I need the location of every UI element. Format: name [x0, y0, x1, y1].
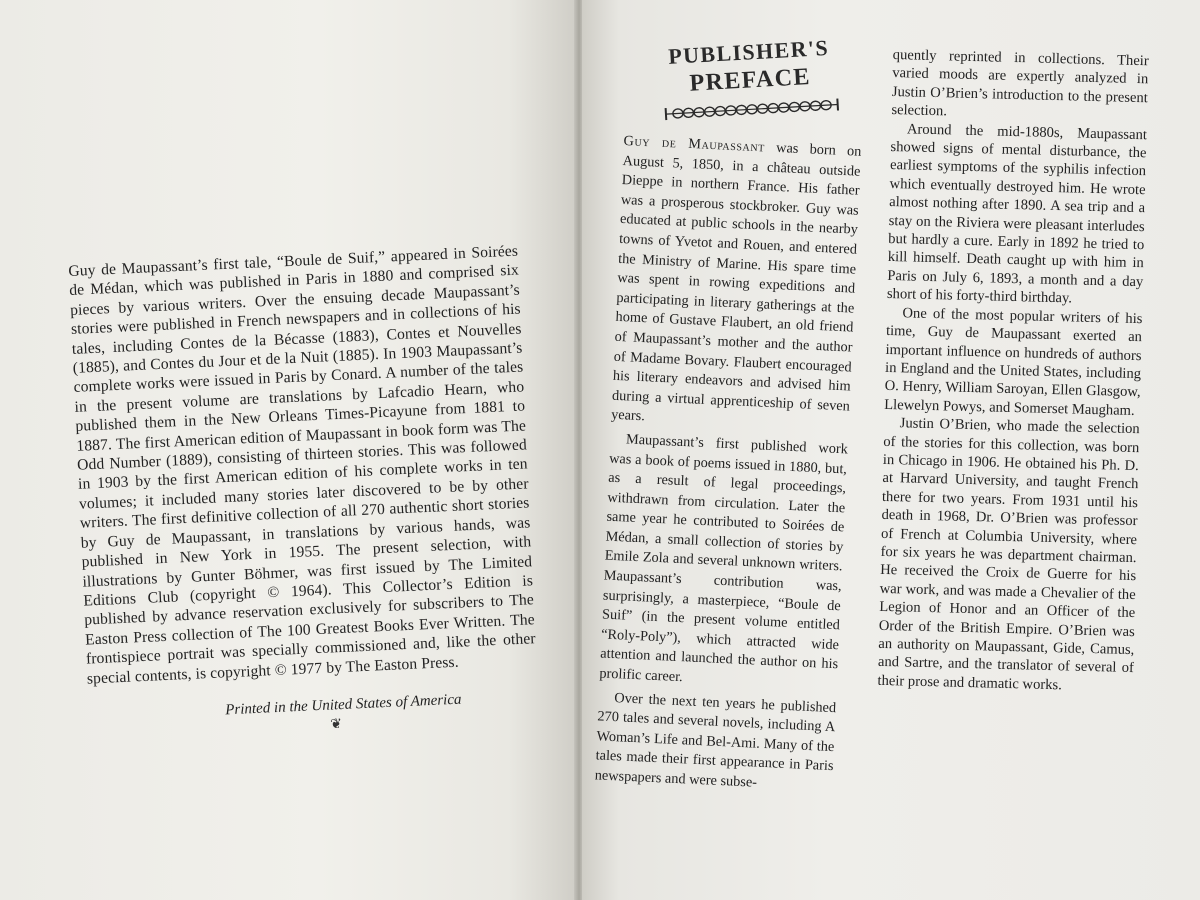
copyright-block	[68, 242, 539, 745]
preface-column-middle	[594, 132, 861, 797]
preface-column-right	[877, 46, 1149, 696]
printed-in-line: Printed in the United States of America	[224, 691, 462, 719]
preface-paragraph: Around the mid-1880s, Maupassant showed signs of mental disturbance, the earliest symptoms of the syphilis infection which eventually destroyed him. He wrote almost nothing after 1890. A sea trip and a stay on the Riviera were pleasant interludes but hardly a cure. Early in 1892 he tried to kill himself. Death caught up with him in Paris on July 6, 1893, a month and a day short of his forty-third birthday.	[886, 120, 1148, 307]
author-name-lead: Guy de Maupassant	[623, 132, 766, 156]
preface-paragraph: One of the most popular writers of his time, Guy de Maupassant exerted an important influence on hundreds of authors in England and the United States, including O. Henry, William Saroyan, Ellen Glasgow, Llewelyn Powys, and Somerset Maugham.	[884, 305, 1143, 419]
preface-paragraph	[611, 132, 862, 436]
preface-paragraph: Justin O’Brien, who made the selection of the stories for this collection, was born in Chicago in 1906. He obtained his Ph. D. at Harvard University, and taught French there for two years. From 1931 until his death in 1968, Dr. O’Brien was professor of French at Columbia University, where for six years he was department chairman. He received the Croix de Guerre for his war work, and was made a Chevalier of the Legion of Honor and an Officer of the Order of the British Empire. O’Brien was an authority on Maupassant, Gide, Camus, and Sartre, and the translator of several of their prose and dramatic works.	[877, 415, 1140, 694]
preface-title	[648, 33, 852, 124]
title-line-preface: PREFACE	[688, 63, 812, 97]
preface-paragraph: Maupassant’s first published work was a book of poems issued in 1880, but, as a result of legal proceedings, withdrawn from circulation. Later the same year he contributed to Soirées de Médan, a small collection of stories by Emile Zola and several unknown writers. Maupassant’s contribution was, surprisingly, a masterpiece, “Boule de Suif” (in the present volume entitled “Roly-Poly”), which attracted wide attention and launched the author on his prolific career.	[599, 431, 849, 686]
leaf-ornament-icon: ❦	[330, 716, 343, 733]
copyright-paragraph: Guy de Maupassant’s first tale, “Boule de Suif,” appeared in Soirées de Médan, which was published in Paris in 1880 and comprised six pieces by various writers. Over the ensuing decade Maupassant’s stories were published in French newspapers and in collections of his tales, including Contes de la Bécasse (1883), Contes et Nouvelles (1885), and Contes du Jour et de la Nuit (1885). In 1903 Maupassant’s complete works were issued in Paris by Conard. A number of the tales in the present volume are translations by Lafcadio Hearn, who published them in the New Orleans Times-Picayune from 1881 to 1887. The first American edition of Maupassant in book form was The Odd Number (1889), consisting of thirteen stories. This was followed in 1903 by the first American edition of his complete works in ten volumes; it included many stories later discovered to be by other writers. The first definitive collection of all 270 authentic short stories by Guy de Maupassant, in translations by various hands, was published in New York in 1955. The present selection, with illustrations by Gunter Böhmer, was first issued by The Limited Editions Club (copyright © 1964). This Collector’s Edition is published by advance reservation exclusively for subscribers to The Easton Press collection of The 100 Greatest Books Ever Written. The frontispiece portrait was specially commissioned and, like the other special contents, is copyright © 1977 by The Easton Press.	[68, 242, 536, 688]
preface-paragraph: quently reprinted in collections. Their varied moods are expertly analyzed in Justin O’Brien’s introduction to the present selection.	[891, 46, 1149, 120]
paragraph-text: was born on August 5, 1850, in a château outside Dieppe in northern France. His father was a prosperous stockbroker. Guy was educated at public schools in the nearby towns of Yvetot and Rouen, and entered the Ministry of Marine. His spare time was spent in rowing expeditions and participating in literary gatherings at the home of Gustave Flaubert, an old friend of Maupassant’s mother and the author of Madame Bovary. Flaubert encouraged his literary endeavors and advised him during a virtual apprenticeship of seven years.	[610, 139, 862, 425]
title-line-publishers: PUBLISHER'S	[667, 34, 830, 69]
left-page	[0, 0, 578, 900]
preface-paragraph: Over the next ten years he published 270 tales and several novels, including A Woman’s Life and Bel-Ami. Many of the tales made their first appearance in Paris newspapers and were subse-	[594, 689, 837, 791]
